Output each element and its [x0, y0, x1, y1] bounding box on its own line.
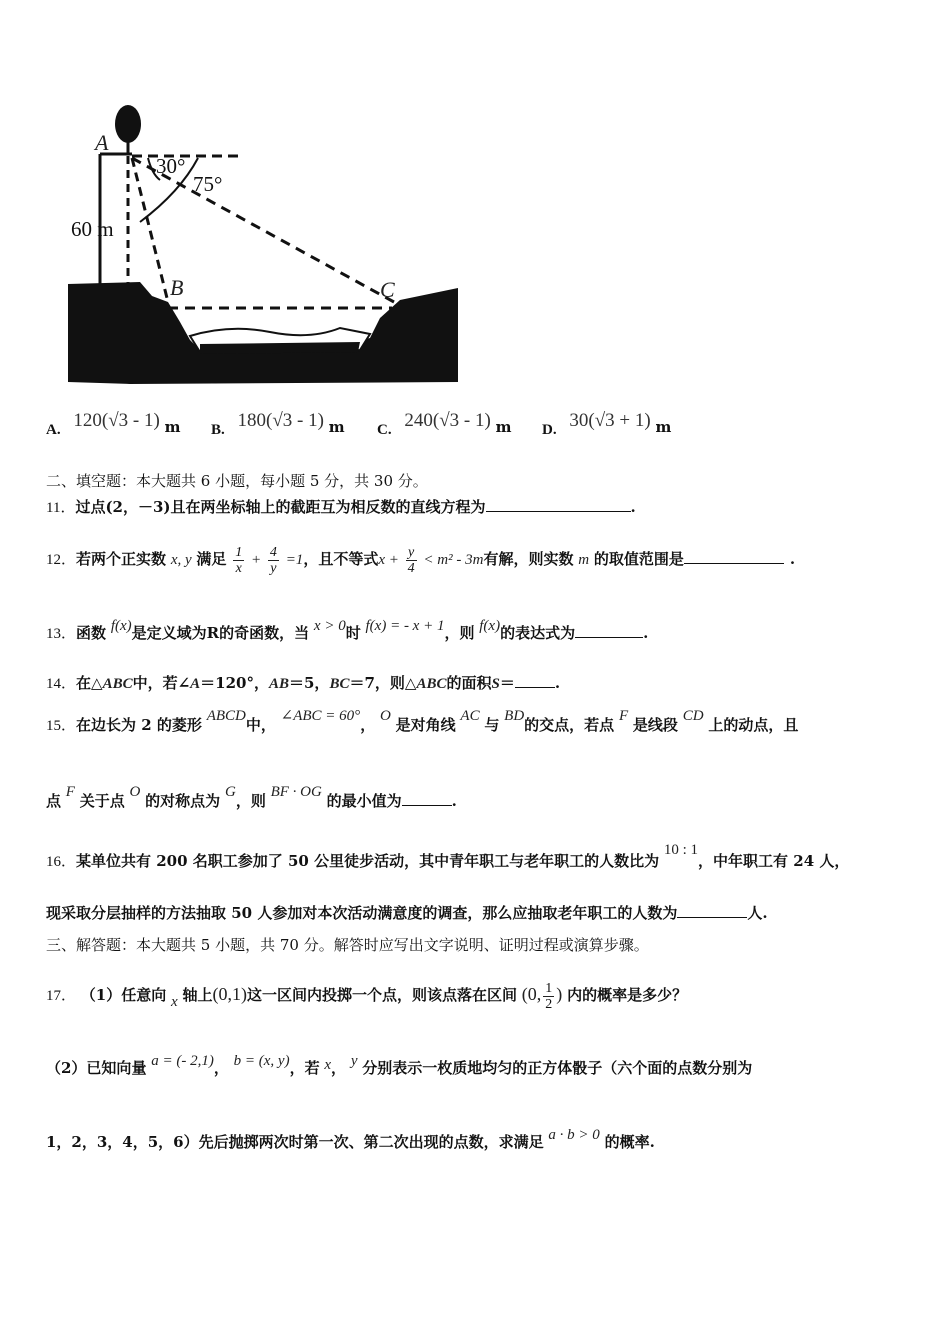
question-12	[46, 528, 795, 591]
q17-p1-t4: 内的概率是多少？	[567, 986, 688, 1004]
q17-i-open: (0,	[521, 984, 542, 1004]
q12-t1: 若两个正实数	[76, 550, 167, 568]
q17-x2: x	[324, 1057, 332, 1073]
q15-t2: 中，	[245, 716, 276, 734]
question-11	[46, 496, 636, 517]
q17-p2-t4: 分别表示一枚质地均匀的正方体骰子（六个面的点数分别为	[362, 1059, 753, 1077]
question-17-part-2	[46, 1044, 752, 1093]
q16-blank	[677, 905, 747, 918]
q14-S: S	[491, 676, 500, 692]
q15-AC: AC	[460, 708, 480, 724]
q17-vec-a: a = (- 2,1)	[151, 1053, 214, 1069]
option-b-unit: m	[328, 418, 345, 436]
q16-ratio: 10 : 1	[663, 842, 699, 858]
option-c	[377, 410, 512, 438]
q17-p1-t1: （1）任意向	[80, 986, 167, 1004]
q11-number: 11．	[46, 500, 76, 516]
q14-t2: 中，若∠	[132, 674, 191, 692]
option-c-letter: C.	[377, 422, 392, 438]
q17-x: x	[171, 994, 178, 1010]
q13-R: R	[206, 624, 220, 642]
label-B: B	[170, 275, 184, 300]
q15-CD: CD	[682, 708, 704, 724]
q11-text: 过点(2，－3)且在两坐标轴上的截距互为相反数的直线方程为	[75, 498, 486, 516]
question-13	[46, 608, 648, 659]
q15-O: O	[379, 708, 391, 724]
q14-blank	[515, 675, 555, 688]
q14-t5: ＝7，则△	[349, 674, 417, 692]
q12-t5: 的取值范围是	[593, 550, 684, 568]
q11-blank	[486, 499, 631, 512]
q16-t2: ，中年职工有 24 人，	[698, 852, 850, 870]
q12-f2-den: y	[270, 560, 277, 576]
q13-t1: 函数	[76, 624, 107, 642]
q17-p2-t3: ，	[331, 1059, 347, 1077]
q17-interval: (0,1)	[212, 984, 247, 1004]
q14-t1: 在△	[76, 674, 103, 692]
option-b	[211, 410, 345, 438]
q15-number: 15．	[46, 718, 77, 734]
q17-cond: a · b > 0	[548, 1127, 600, 1143]
q11-end: .	[630, 498, 636, 516]
option-a	[46, 410, 181, 438]
q15-l2-t2: 关于点	[79, 792, 125, 810]
q12-frac-2	[268, 545, 279, 576]
q15-t6: 的交点，若点	[524, 716, 615, 734]
angle-75-label: 75°	[193, 172, 223, 196]
q12-t4: 有解，则实数	[483, 550, 574, 568]
q12-end: .	[789, 550, 796, 568]
option-b-letter: B.	[211, 422, 225, 438]
q14-t4: ＝5，	[289, 674, 330, 692]
q17-number: 17．	[46, 988, 77, 1004]
option-d-letter: D.	[542, 422, 557, 438]
question-17	[46, 966, 687, 1024]
q16-line2: 现采取分层抽样的方法抽取 50 人参加对本次活动满意度的调查，那么应抽取老年职工的人数为	[46, 904, 678, 922]
q12-f2-num: 4	[269, 544, 277, 560]
q14-abc: ABC	[102, 676, 133, 692]
option-d-expr: 30(√3 + 1)	[569, 410, 651, 431]
q13-t3: 的奇函数，当	[219, 624, 310, 642]
q15-G: G	[224, 784, 236, 800]
q14-t7: ＝	[499, 674, 515, 692]
q14-t3: ＝120°，	[200, 674, 269, 692]
option-c-expr: 240(√3 - 1)	[404, 410, 491, 431]
q14-t6: 的面积	[446, 674, 492, 692]
q12-f3-num: y	[406, 545, 417, 561]
q15-t3: ，	[360, 716, 376, 734]
q13-fx2: f(x)	[479, 618, 501, 634]
q17-comma: ，	[213, 1059, 229, 1077]
q17-vec-b: b = (x, y)	[233, 1053, 290, 1069]
q12-plus: +	[251, 552, 262, 568]
label-C: C	[380, 277, 395, 302]
q13-end: .	[643, 624, 649, 642]
q12-f3-den: 4	[407, 560, 415, 576]
height-label: 60 m	[71, 217, 114, 241]
q15-BD: BD	[504, 708, 525, 724]
q17-p3-t2: 的概率.	[604, 1133, 655, 1151]
q14-abc2: ABC	[416, 676, 447, 692]
q13-t4: 时	[345, 624, 361, 642]
river-band	[200, 342, 360, 354]
q13-t5: ，则	[444, 624, 475, 642]
q17-i-close: )	[556, 984, 563, 1004]
q12-var-m: m	[578, 552, 590, 568]
option-c-unit: m	[495, 418, 512, 436]
option-a-letter: A.	[46, 422, 61, 438]
q15-O2: O	[129, 784, 141, 800]
section-3-title: 三、解答题：本大题共 5 小题，共 70 分。解答时应写出文字说明、证明过程或演算步骤。	[46, 936, 649, 954]
question-15	[46, 700, 798, 751]
q12-number: 12．	[46, 552, 77, 568]
question-16	[46, 836, 849, 887]
q13-cond: x > 0	[313, 618, 346, 634]
q12-f1-num: 1	[235, 544, 243, 560]
q15-l2-t1: 点	[46, 792, 62, 810]
tower-top	[115, 105, 141, 143]
q17-y2: y	[350, 1053, 358, 1069]
q15-l2-t4: ，则	[235, 792, 266, 810]
q13-fx: f(x)	[110, 618, 132, 634]
q14-end: .	[554, 674, 561, 692]
angle-30-label: 30°	[156, 154, 186, 178]
q17-p2-t2: ，若	[289, 1059, 320, 1077]
q13-expr: f(x) = - x + 1	[365, 618, 445, 634]
q13-number: 13．	[46, 626, 77, 642]
question-17-part-3	[46, 1120, 655, 1165]
q15-t8: 上的动点，且	[708, 716, 799, 734]
q12-ineq-a: x +	[378, 552, 399, 568]
q17-frac-den: 2	[545, 996, 553, 1012]
q15-blank	[402, 793, 452, 806]
q12-eq: =1	[285, 552, 304, 568]
q14-A: A	[190, 676, 201, 692]
option-d-unit: m	[655, 418, 672, 436]
q17-p3-t1: 1，2，3，4，5，6）先后抛掷两次时第一次、第二次出现的点数，求满足	[46, 1133, 544, 1151]
line-to-B	[132, 158, 168, 302]
q15-t5: 与	[484, 716, 500, 734]
section-2-title: 二、填空题：本大题共 6 小题，每小题 5 分，共 30 分。	[46, 472, 428, 490]
q15-l2-t3: 的对称点为	[145, 792, 221, 810]
q12-t2: 满足	[196, 550, 227, 568]
q13-t6: 的表达式为	[500, 624, 576, 642]
option-a-unit: m	[164, 418, 181, 436]
option-b-expr: 180(√3 - 1)	[237, 410, 324, 431]
label-A: A	[95, 130, 109, 155]
q12-blank	[684, 551, 784, 564]
q15-rhombus: ABCD	[206, 708, 246, 724]
q13-t2: 是定义域为	[131, 624, 207, 642]
q14-number: 14．	[46, 676, 77, 692]
q12-ineq-b: < m² - 3m	[423, 552, 484, 568]
q15-t1: 在边长为 2 的菱形	[76, 716, 202, 734]
q12-f1-den: x	[235, 560, 242, 576]
option-a-expr: 120(√3 - 1)	[73, 410, 160, 431]
q17-p1-t2: 轴上	[182, 986, 213, 1004]
q15-F: F	[618, 708, 629, 724]
q16-number: 16．	[46, 854, 77, 870]
q15-l2-t5: 的最小值为	[326, 792, 402, 810]
q16-t1: 某单位共有 200 名职工参加了 50 公里徒步活动，其中青年职工与老年职工的人数比为	[76, 852, 660, 870]
q17-p2-t1: （2）已知向量	[46, 1059, 147, 1077]
q12-frac-3	[406, 545, 417, 576]
q12-t3: ，且不等式	[303, 550, 379, 568]
q17-frac-num: 1	[545, 980, 553, 996]
q12-frac-1	[233, 545, 244, 576]
q15-angle: ∠ABC = 60°	[280, 708, 361, 724]
q15-dot: BF · OG	[270, 784, 322, 800]
q17-p1-t3: 这一区间内投掷一个点，则该点落在区间	[247, 986, 518, 1004]
option-d	[542, 410, 672, 438]
question-15-line-2	[46, 776, 457, 827]
question-16-line-2	[46, 902, 768, 923]
q14-BC: BC	[329, 676, 350, 692]
q16-end: 人.	[747, 904, 768, 922]
q15-t7: 是线段	[632, 716, 678, 734]
q14-AB: AB	[268, 676, 289, 692]
q15-F2: F	[65, 784, 75, 800]
q12-vars: x, y	[170, 552, 192, 568]
q15-t4: 是对角线	[395, 716, 456, 734]
q15-end: .	[451, 792, 457, 810]
q13-blank	[575, 625, 643, 638]
question-14	[46, 672, 560, 693]
q17-frac	[543, 981, 554, 1012]
